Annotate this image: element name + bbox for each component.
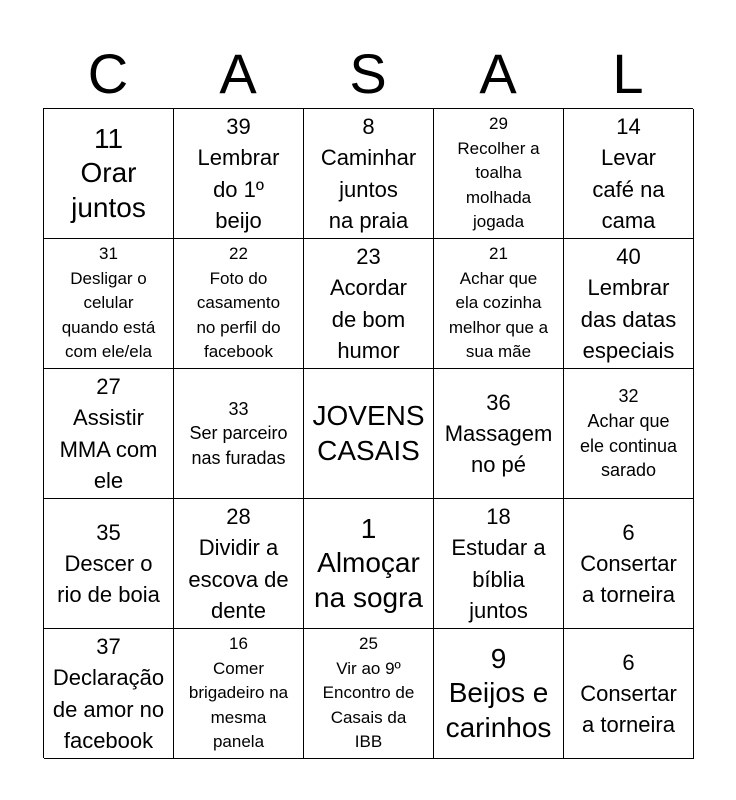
header-letter: S — [349, 42, 387, 105]
bingo-header — [43, 40, 693, 108]
bingo-cell[interactable] — [44, 239, 174, 369]
bingo-cell[interactable] — [564, 629, 694, 759]
bingo-cell[interactable] — [174, 109, 304, 239]
bingo-cell[interactable] — [304, 239, 434, 369]
bingo-cell-text: 25 Vir ao 9º Encontro de Casais da IBB — [322, 633, 415, 752]
bingo-cell[interactable] — [434, 369, 564, 499]
header-letter: C — [87, 42, 129, 105]
bingo-cell-text: 9 Beijos e carinhos — [445, 643, 552, 743]
header-letter: A — [479, 42, 517, 105]
bingo-cell-text: 37 Declaração de amor no facebook — [52, 634, 165, 753]
bingo-cell-text: 35 Descer o rio de boia — [57, 519, 160, 608]
bingo-cell[interactable] — [304, 109, 434, 239]
bingo-cell-text: 16 Comer brigadeiro na mesma panela — [188, 633, 289, 752]
bingo-cell-text: JOVENS CASAIS — [312, 400, 425, 466]
bingo-cell-text: 11 Orar juntos — [71, 123, 146, 223]
header-letter: A — [219, 42, 257, 105]
bingo-cell[interactable] — [564, 369, 694, 499]
bingo-cell-text: 33 Ser parceiro nas furadas — [189, 398, 288, 468]
bingo-cell[interactable] — [304, 499, 434, 629]
bingo-cell[interactable] — [174, 239, 304, 369]
bingo-cell-text: 18 Estudar a bíblia juntos — [451, 504, 546, 623]
bingo-cell-text: 28 Dividir a escova de dente — [188, 504, 289, 623]
bingo-cell[interactable] — [304, 369, 434, 499]
bingo-cell-text: 27 Assistir MMA com ele — [59, 374, 158, 493]
bingo-cell-text: 36 Massagem no pé — [444, 389, 553, 478]
bingo-cell[interactable] — [174, 629, 304, 759]
bingo-cell-text: 29 Recolher a toalha molhada jogada — [457, 113, 540, 232]
header-letter: L — [612, 42, 644, 105]
bingo-cell[interactable] — [434, 239, 564, 369]
bingo-cell[interactable] — [174, 499, 304, 629]
bingo-cell[interactable] — [304, 629, 434, 759]
bingo-cell[interactable] — [434, 109, 564, 239]
bingo-cell[interactable] — [44, 369, 174, 499]
bingo-cell-text: 40 Lembrar das datas especiais — [580, 244, 677, 363]
bingo-cell[interactable] — [174, 369, 304, 499]
bingo-cell[interactable] — [434, 499, 564, 629]
bingo-cell-text: 32 Achar que ele continua sarado — [579, 386, 678, 481]
bingo-cell[interactable] — [44, 629, 174, 759]
bingo-board — [43, 108, 693, 758]
bingo-cell-text: 39 Lembrar do 1º beijo — [197, 114, 280, 233]
bingo-cell[interactable] — [564, 109, 694, 239]
bingo-cell-text: 22 Foto do casamento no perfil do facebook — [196, 243, 281, 362]
bingo-cell-text: 21 Achar que ela cozinha melhor que a sua mãe — [448, 243, 549, 362]
bingo-cell-text: 23 Acordar de bom humor — [329, 244, 408, 363]
bingo-cell[interactable] — [434, 629, 564, 759]
bingo-cell[interactable] — [44, 499, 174, 629]
bingo-cell[interactable] — [564, 499, 694, 629]
bingo-cell-text: 14 Levar café na cama — [592, 114, 665, 233]
bingo-cell-text: 31 Desligar o celular quando está com ele/ela — [61, 243, 156, 362]
bingo-cell-text: 6 Consertar a torneira — [580, 519, 677, 608]
bingo-cell-text: 6 Consertar a torneira — [580, 649, 677, 738]
bingo-cell-text: 8 Caminhar juntos na praia — [320, 114, 417, 233]
bingo-cell[interactable] — [564, 239, 694, 369]
bingo-cell-text: 1 Almoçar na sogra — [314, 513, 423, 613]
bingo-cell[interactable] — [44, 109, 174, 239]
